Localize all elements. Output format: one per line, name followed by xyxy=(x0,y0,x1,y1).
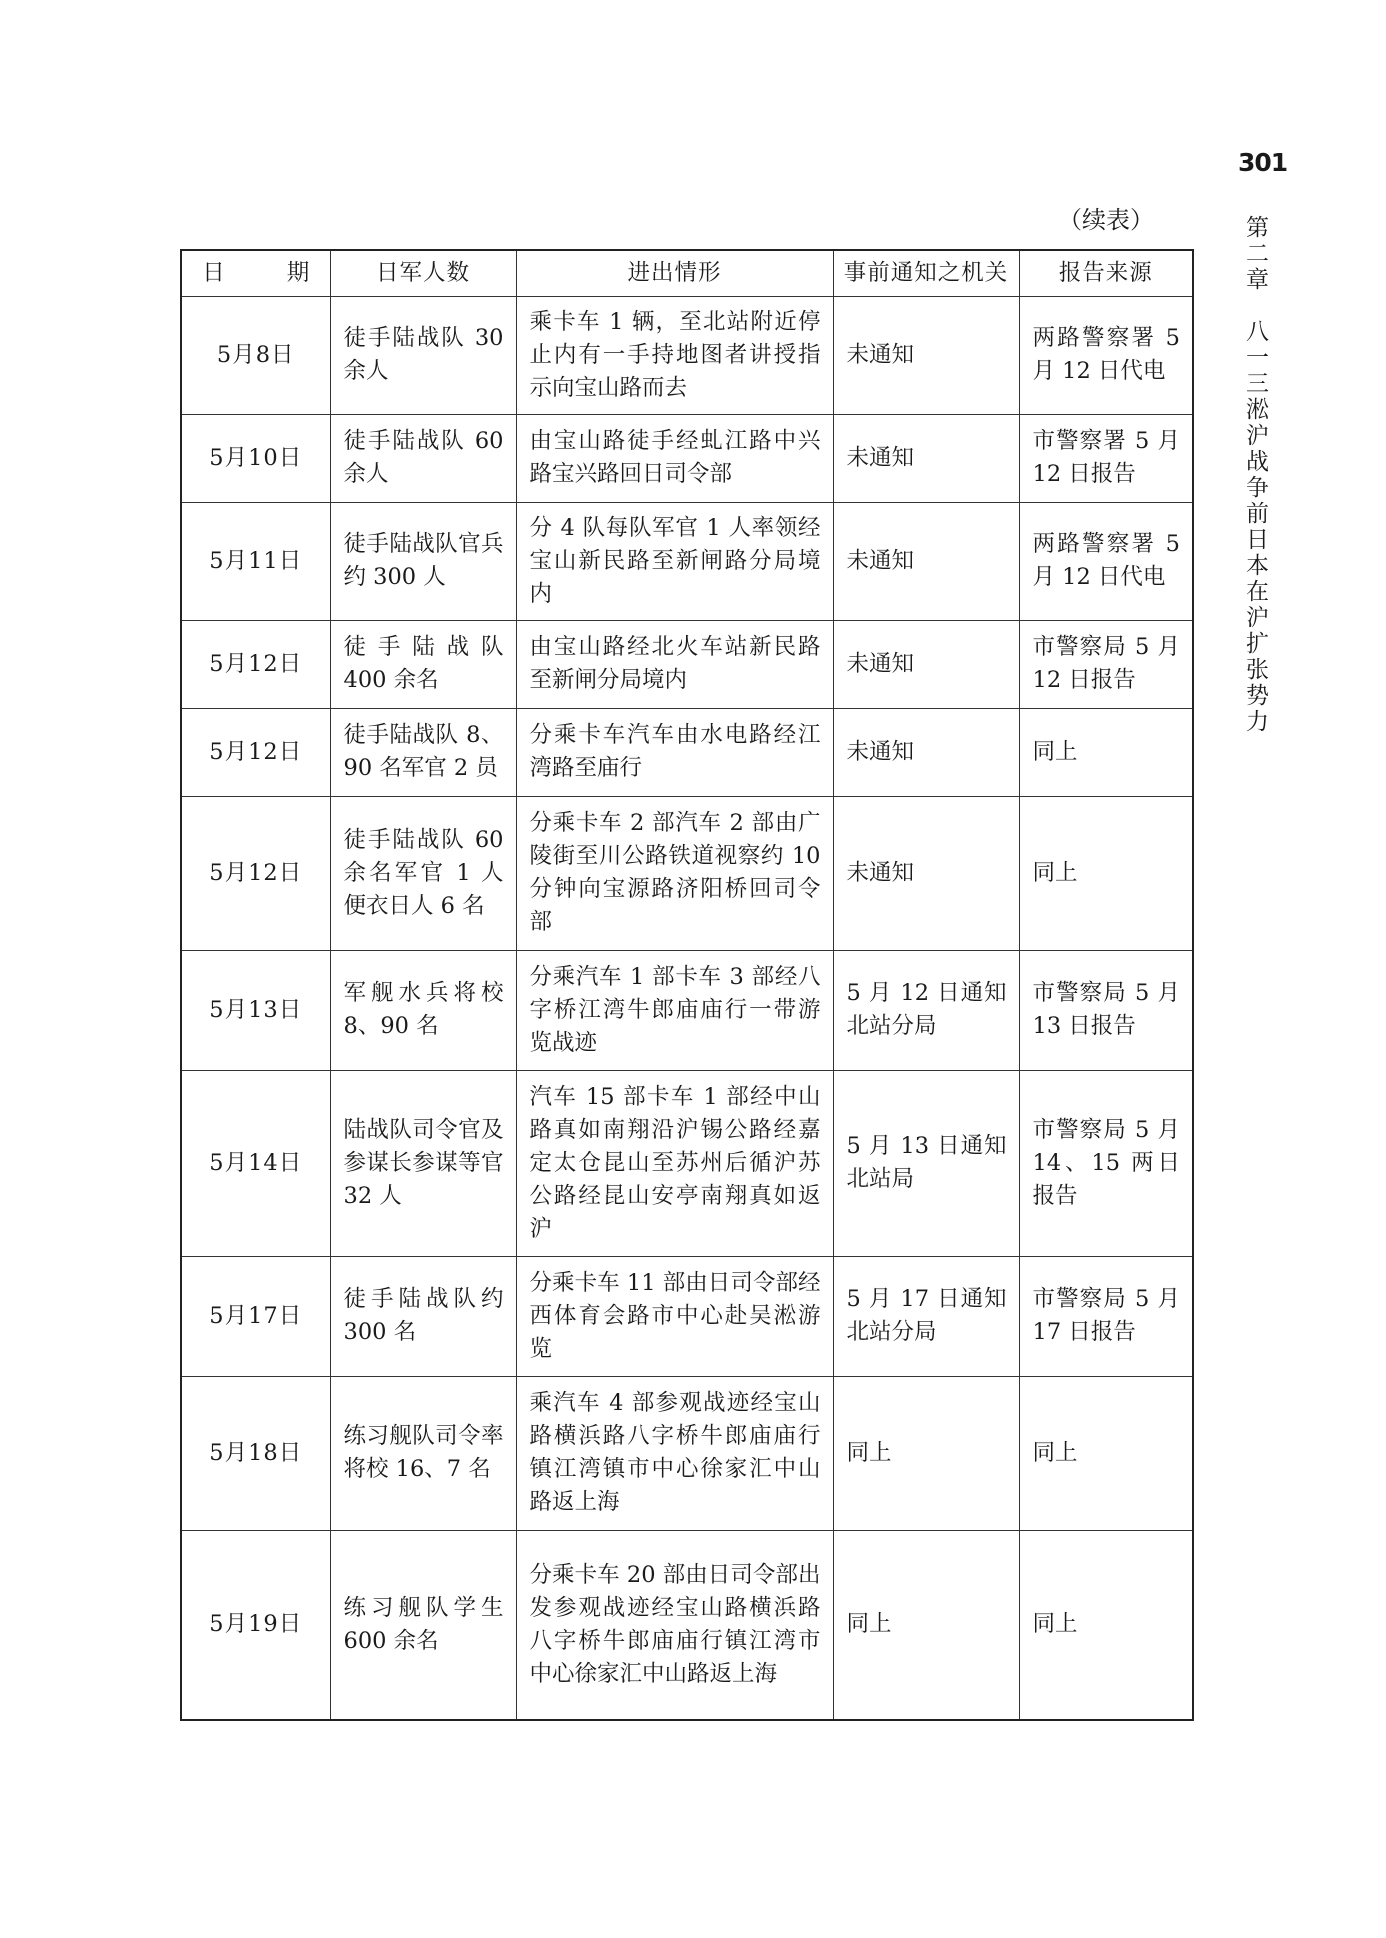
cell-notice: 未通知 xyxy=(833,414,1019,502)
cell-date: 5月14日 xyxy=(181,1070,330,1256)
cell-movement: 分 4 队每队军官 1 人率领经宝山新民路至新闸路分局境内 xyxy=(516,502,833,620)
table-row xyxy=(181,502,1193,620)
cell-notice: 同上 xyxy=(833,1376,1019,1530)
chapter-running-header: 第二章 八一三淞沪战争前日本在沪扩张势力 xyxy=(1242,215,1268,735)
cell-date: 5月10日 xyxy=(181,414,330,502)
table-row xyxy=(181,296,1193,414)
table-row xyxy=(181,1530,1193,1720)
header-troops: 日军人数 xyxy=(330,250,516,296)
header-date: 日 期 xyxy=(181,250,330,296)
cell-movement: 分乘卡车汽车由水电路经江湾路至庙行 xyxy=(516,708,833,796)
table-row xyxy=(181,708,1193,796)
cell-source: 两路警察署 5 月 12 日代电 xyxy=(1019,296,1193,414)
cell-date: 5月12日 xyxy=(181,796,330,950)
header-movement: 进出情形 xyxy=(516,250,833,296)
cell-notice: 未通知 xyxy=(833,708,1019,796)
cell-source: 市警察局 5 月 13 日报告 xyxy=(1019,950,1193,1070)
cell-notice: 5 月 13 日通知北站局 xyxy=(833,1070,1019,1256)
cell-source: 市警察局 5 月 17 日报告 xyxy=(1019,1256,1193,1376)
cell-troops: 练习舰队学生 600 余名 xyxy=(330,1530,516,1720)
cell-date: 5月8日 xyxy=(181,296,330,414)
cell-troops: 徒手陆战队约 300 名 xyxy=(330,1256,516,1376)
cell-notice: 未通知 xyxy=(833,620,1019,708)
cell-source: 市警察局 5 月 12 日报告 xyxy=(1019,620,1193,708)
cell-movement: 分乘卡车 2 部汽车 2 部由广陵街至川公路铁道视察约 10 分钟向宝源路济阳桥回司令部 xyxy=(516,796,833,950)
cell-movement: 乘卡车 1 辆，至北站附近停止内有一手持地图者讲授指示向宝山路而去 xyxy=(516,296,833,414)
table-header-row xyxy=(181,250,1193,296)
cell-date: 5月12日 xyxy=(181,708,330,796)
cell-movement: 由宝山路经北火车站新民路至新闸分局境内 xyxy=(516,620,833,708)
cell-troops: 徒手陆战队官兵约 300 人 xyxy=(330,502,516,620)
header-notice: 事前通知之机关 xyxy=(833,250,1019,296)
cell-date: 5月19日 xyxy=(181,1530,330,1720)
table-row xyxy=(181,1376,1193,1530)
cell-movement: 乘汽车 4 部参观战迹经宝山路横浜路八字桥牛郎庙庙行镇江湾镇市中心徐家汇中山路返上海 xyxy=(516,1376,833,1530)
cell-date: 5月11日 xyxy=(181,502,330,620)
cell-movement: 分乘卡车 11 部由日司令部经西体育会路市中心赴吴淞游览 xyxy=(516,1256,833,1376)
cell-notice: 未通知 xyxy=(833,296,1019,414)
cell-troops: 徒手陆战队 400 余名 xyxy=(330,620,516,708)
header-source: 报告来源 xyxy=(1019,250,1193,296)
cell-source: 同上 xyxy=(1019,708,1193,796)
cell-source: 同上 xyxy=(1019,1376,1193,1530)
table-row xyxy=(181,1070,1193,1256)
cell-source: 市警察局 5 月 14、15 两日报告 xyxy=(1019,1070,1193,1256)
table-row xyxy=(181,620,1193,708)
cell-troops: 徒手陆战队 30 余人 xyxy=(330,296,516,414)
cell-troops: 徒手陆战队 60 余人 xyxy=(330,414,516,502)
cell-source: 同上 xyxy=(1019,1530,1193,1720)
cell-date: 5月12日 xyxy=(181,620,330,708)
cell-troops: 练习舰队司令率将校 16、7 名 xyxy=(330,1376,516,1530)
cell-notice: 未通知 xyxy=(833,796,1019,950)
cell-source: 两路警察署 5 月 12 日代电 xyxy=(1019,502,1193,620)
continued-label: （续表） xyxy=(1058,206,1154,234)
cell-movement: 由宝山路徒手经虬江路中兴路宝兴路回日司令部 xyxy=(516,414,833,502)
cell-movement: 分乘卡车 20 部由日司令部出发参观战迹经宝山路横浜路八字桥牛郎庙庙行镇江湾市中心徐家汇中山路返上海 xyxy=(516,1530,833,1720)
cell-movement: 汽车 15 部卡车 1 部经中山路真如南翔沿沪锡公路经嘉定太仓昆山至苏州后循沪苏公路经昆山安亭南翔真如返沪 xyxy=(516,1070,833,1256)
cell-troops: 徒手陆战队 8、90 名军官 2 员 xyxy=(330,708,516,796)
cell-notice: 5 月 12 日通知北站分局 xyxy=(833,950,1019,1070)
cell-notice: 未通知 xyxy=(833,502,1019,620)
page-number: 301 xyxy=(1238,148,1288,177)
table-row xyxy=(181,1256,1193,1376)
cell-source: 同上 xyxy=(1019,796,1193,950)
table-row xyxy=(181,414,1193,502)
cell-source: 市警察署 5 月 12 日报告 xyxy=(1019,414,1193,502)
cell-troops: 军舰水兵将校 8、90 名 xyxy=(330,950,516,1070)
troop-movement-table xyxy=(180,249,1194,1721)
table-row xyxy=(181,950,1193,1070)
cell-troops: 徒手陆战队 60 余名军官 1 人便衣日人 6 名 xyxy=(330,796,516,950)
cell-date: 5月17日 xyxy=(181,1256,330,1376)
cell-date: 5月13日 xyxy=(181,950,330,1070)
cell-notice: 5 月 17 日通知北站分局 xyxy=(833,1256,1019,1376)
table-row xyxy=(181,796,1193,950)
cell-movement: 分乘汽车 1 部卡车 3 部经八字桥江湾牛郎庙庙行一带游览战迹 xyxy=(516,950,833,1070)
cell-troops: 陆战队司令官及参谋长参谋等官 32 人 xyxy=(330,1070,516,1256)
cell-notice: 同上 xyxy=(833,1530,1019,1720)
cell-date: 5月18日 xyxy=(181,1376,330,1530)
